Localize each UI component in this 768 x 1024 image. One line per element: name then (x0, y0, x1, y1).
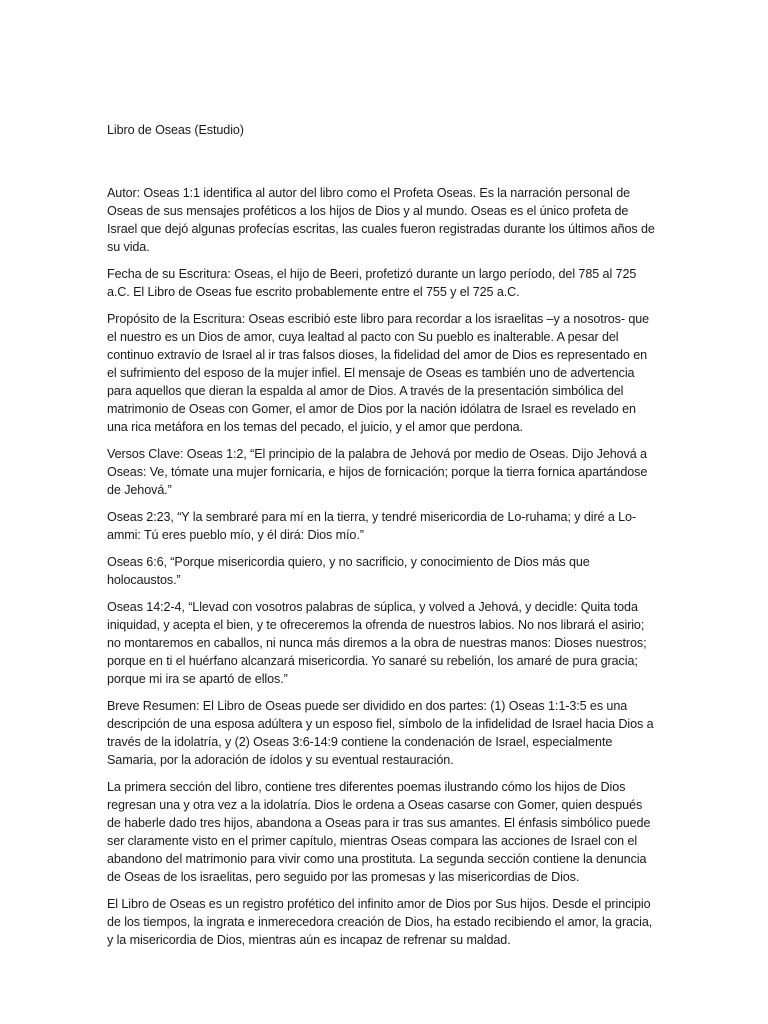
paragraph-fecha: Fecha de su Escritura: Oseas, el hijo de Beeri, profetizó durante un largo período, del 785 al 725 a.C. El Libro de Oseas fue escrito probablemente entre el 755 y el 725 a.C. (107, 267, 637, 299)
paragraph-primera-seccion: La primera sección del libro, contiene tres diferentes poemas ilustrando cómo los hijos de Dios regresan una y otra vez a la idolatría. Dios le ordena a Oseas casarse con Gomer, quien después de haberle dado tres hijos, abandona a Oseas para ir tras sus amantes. El énfasis simbólico puede ser claramente visto en el primer capítulo, mientras Oseas compara las acciones de Israel con el abandono del matrimonio para vivir como una prostituta. La segunda sección contiene la denuncia de Oseas de los israelitas, pero seguido por las promesas y las misericordias de Dios. (107, 780, 651, 884)
paragraph-oseas-2-23: Oseas 2:23, “Y la sembraré para mí en la tierra, y tendré misericordia de Lo-ruhama; y diré a Lo-ammi: Tú eres pueblo mío, y él dirá: Dios mío.” (107, 510, 637, 542)
paragraph-breve-resumen: Breve Resumen: El Libro de Oseas puede ser dividido en dos partes: (1) Oseas 1:1-3:5 es una descripción de una esposa adúltera y un esposo fiel, símbolo de la infidelidad de Israel hacia Dios a través de la idolatría, y (2) Oseas 3:6-14:9 contiene la condenación de Israel, especialmente Samaria, por la adoración de ídolos y su eventual restauración. (107, 699, 654, 767)
document-title: Libro de Oseas (Estudio) (107, 123, 244, 137)
paragraph-proposito: Propósito de la Escritura: Oseas escribió este libro para recordar a los israelitas –y a nosotros- que el nuestro es un Dios de amor, cuya lealtad al pacto con Su pueblo es inalterable. A pesar del continuo extravío de Israel al ir tras falsos dioses, la fidelidad del amor de Dios es representado en el sufrimiento del esposo de la mujer infiel. El mensaje de Oseas es también uno de advertencia para aquellos que dieran la espalda al amor de Dios. A través de la presentación simbólica del matrimonio de Oseas con Gomer, el amor de Dios por la nación idólatra de Israel es revelado en una rica metáfora en los temas del pecado, el juicio, y el amor que perdona. (107, 312, 650, 434)
paragraph-oseas-14-2-4: Oseas 14:2-4, “Llevad con vosotros palabras de súplica, y volved a Jehová, y decidle: Quita toda iniquidad, y acepta el bien, y te ofreceremos la ofrenda de nuestros labios. No nos librará el asirio; no montaremos en caballos, ni nunca más diremos a la obra de nuestras manos: Dioses nuestros; porque en ti el huérfano alcanzará misericordia. Yo sanaré su rebelión, los amaré de pura gracia; porque mi ira se apartó de ellos.” (107, 600, 647, 686)
paragraph-oseas-6-6: Oseas 6:6, “Porque misericordia quiero, y no sacrificio, y conocimiento de Dios más que holocaustos.” (107, 555, 590, 587)
paragraph-autor: Autor: Oseas 1:1 identifica al autor del libro como el Profeta Oseas. Es la narración personal de Oseas de sus mensajes proféticos a los hijos de Dios y al mundo. Oseas es el único profeta de Israel que dejó algunas profecías escritas, las cuales fueron registradas durante los últimos años de su vida. (107, 186, 655, 254)
paragraph-conclusion: El Libro de Oseas es un registro profético del infinito amor de Dios por Sus hijos. Desde el principio de los tiempos, la ingrata e inmerecedora creación de Dios, ha estado recibiendo el amor, la gracia, y la misericordia de Dios, mientras aún es incapaz de refrenar su maldad. (107, 897, 653, 947)
document-body (107, 121, 655, 958)
paragraph-versos-clave: Versos Clave: Oseas 1:2, “El principio de la palabra de Jehová por medio de Oseas. Dijo Jehová a Oseas: Ve, tómate una mujer fornicaria, e hijos de fornicación; porque la tierra fornica apartándose de Jehová.” (107, 447, 648, 497)
